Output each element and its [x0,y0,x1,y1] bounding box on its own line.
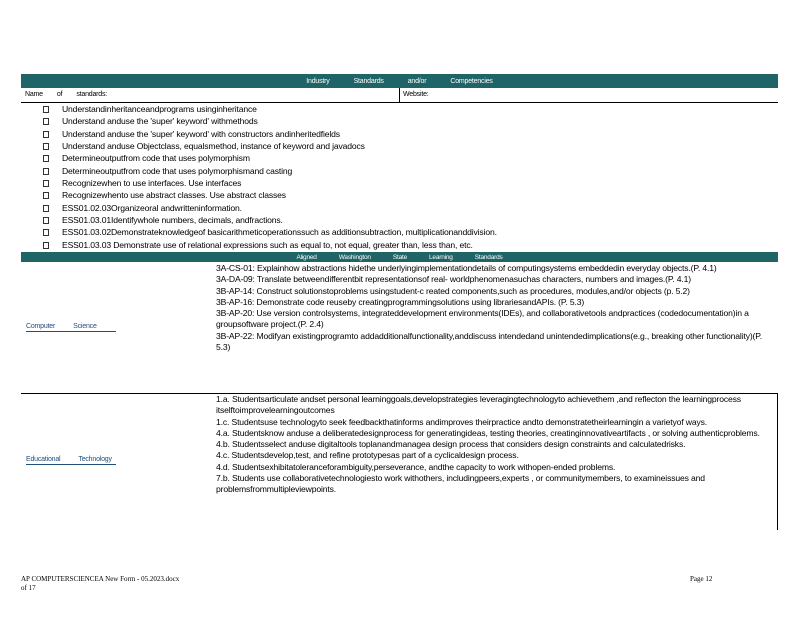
bullet-icon [43,217,49,224]
list-item-text: ESS01.02.03Organizeoral andwritteninformation. [62,202,242,213]
standards-meta-row [21,88,778,103]
standard-line: 4.d. Studentsexhibitatoleranceforambiguity,perseverance, andthe capacity to work withopen-ended problems. [216,461,616,472]
standard-line: 4.a. Studentsknow anduse a deliberatedesignprocess for generatingideas, testing theories, creatinginnovativeartifacts , or solving authenticproblems. [216,427,760,438]
list-item-text: Understandinheritanceandprograms usinginheritance [62,104,257,114]
list-item [21,239,778,251]
bullet-icon [43,205,49,212]
label-word: standards: [76,91,108,98]
header-word: Standards [474,253,503,261]
label-word: Technology [78,456,112,463]
label-word: Educational [26,456,61,463]
standard-line: 4.c. Studentsdevelop,test, and refine prototypesas part of a cyclicaldesign process. [216,450,519,461]
header-word: Washington [338,253,371,261]
bullet-icon [43,180,49,187]
header-word: Aligned [296,253,317,261]
list-item [21,177,778,189]
educational-technology-section [21,394,778,532]
computer-science-standards [216,263,776,353]
label-word: Computer [26,323,56,330]
header-word: Industry [306,77,330,85]
name-of-standards-label [25,91,121,98]
list-item [21,189,778,201]
list-item-text: Recognizewhen to use interfaces. Use interfaces [62,178,242,189]
document-footer-left [21,575,179,593]
header-word: Learning [429,253,453,261]
bullet-icon [43,192,49,199]
footer-filename: AP COMPUTERSCIENCEA New Form - 05.2023.docx [21,575,180,583]
bullet-icon [43,106,49,113]
list-item [21,152,778,164]
list-item-text: Determineoutputfrom code that uses polymorphismand casting [62,165,293,176]
list-item [21,226,778,238]
standard-line: 3B-AP-14: Construct solutionstoproblems usingstudent-c reated components,such as procedures, modules,and/or objects (p. 5.2) [216,285,690,296]
industry-standards-header [21,74,778,88]
website-label: Website: [403,91,429,98]
label-word: Science [73,323,97,330]
bullet-icon [43,155,49,162]
list-item-text: Understand anduse Objectclass, equalsmethod, instance of keyword and javadocs [62,141,365,152]
list-item-text: ESS01.03.03 Demonstrate use of relational expressions such as equal to, not equal, greater than, less than, etc. [62,239,473,250]
header-word: Competencies [450,77,493,85]
list-item [21,214,778,226]
header-word: and/or [407,77,427,85]
list-item-text: ESS01.03.02Demonstrateknowledgeof basicarithmeticoperationssuch as additionsubtraction, multiplicationanddivision. [62,227,497,238]
list-item [21,140,778,152]
standard-line: 3A-DA-09: Translate betweendifferentbit representationsof real- worldphenomenasuchas characters, numbers and images.(P. 4.1) [216,274,692,285]
bullet-icon [43,143,49,150]
bullet-icon [43,242,49,249]
computer-science-section [21,263,778,394]
page-number: Page 12 [690,575,713,583]
bullet-icon [43,229,49,236]
list-item-text: Understand anduse the 'super' keyword' withmethods [62,116,258,127]
standard-line: 3A-CS-01: Explainhow abstractions hidethe underlyingimplementationdetails of computingsystems embeddedin everyday objects.(P. 4.1) [216,263,717,273]
bullet-icon [43,118,49,125]
aligned-standards-header [21,252,778,262]
header-word: Standards [353,77,384,85]
standard-line: 3B-AP-20: Use version controlsystems, integrateddevelopment environments(IDEs), and collaborativetools andpractices (codedocumentation)in a groupsoftware project.(P. 2.4) [216,308,749,330]
list-item-text: Understand anduse the 'super' keyword' with constructors andinheritedfields [62,128,340,139]
table-right-border [777,394,778,530]
label-word: Name [25,91,43,98]
standard-line: 1.c. Studentsuse technologyto seek feedbackthatinforms andimproves theirpractice andto demonstratetheirlearningin a varietyof ways. [216,416,708,427]
standard-line: 4.b. Studentsselect anduse digitaltools toplanandmanagea design process that considers design constraints and calculatedrisks. [216,439,686,450]
standard-line: 1.a. Studentsarticulate andset personal learninggoals,developstrategies leveragingtechnologyto achievethem ,and reflecton the learningprocess itselftoimprovelearningoutcomes [216,394,741,416]
educational-technology-label [26,456,116,465]
list-item-text: Recognizewhento use abstract classes. Use abstract classes [62,190,286,201]
header-word: State [392,253,408,261]
standard-line: 3B-AP-16: Demonstrate code reuseby creatingprogrammingsolutions using librariesandAPIs. (P. 5.3) [216,296,585,307]
list-item [21,115,778,127]
footer-page-count: of 17 [21,584,36,592]
educational-technology-standards [216,394,776,496]
bullet-icon [43,131,49,138]
bullet-icon [43,168,49,175]
standard-line: 7.b. Students use collaborativetechnologiesto work withothers, includingpeers,experts , or communitymembers, to examineissues and problemsfrommultipleviewpoints. [216,473,705,495]
list-item [21,103,778,115]
computer-science-label [26,323,116,332]
label-word: of [56,91,63,98]
list-item-text: ESS01.03.01Identifywhole numbers, decimals, andfractions. [62,215,283,226]
list-item [21,128,778,140]
list-item [21,202,778,214]
list-item-text: Determineoutputfrom code that uses polymorphism [62,153,250,164]
standard-line: 3B-AP-22: Modifyan existingprogramto addadditionalfunctionality,anddiscuss intendedand unintendedimplications(e.g., breaking other functionality)(P. 5.3) [216,330,762,353]
list-item [21,165,778,177]
column-divider [399,88,400,102]
standards-list [21,103,778,251]
